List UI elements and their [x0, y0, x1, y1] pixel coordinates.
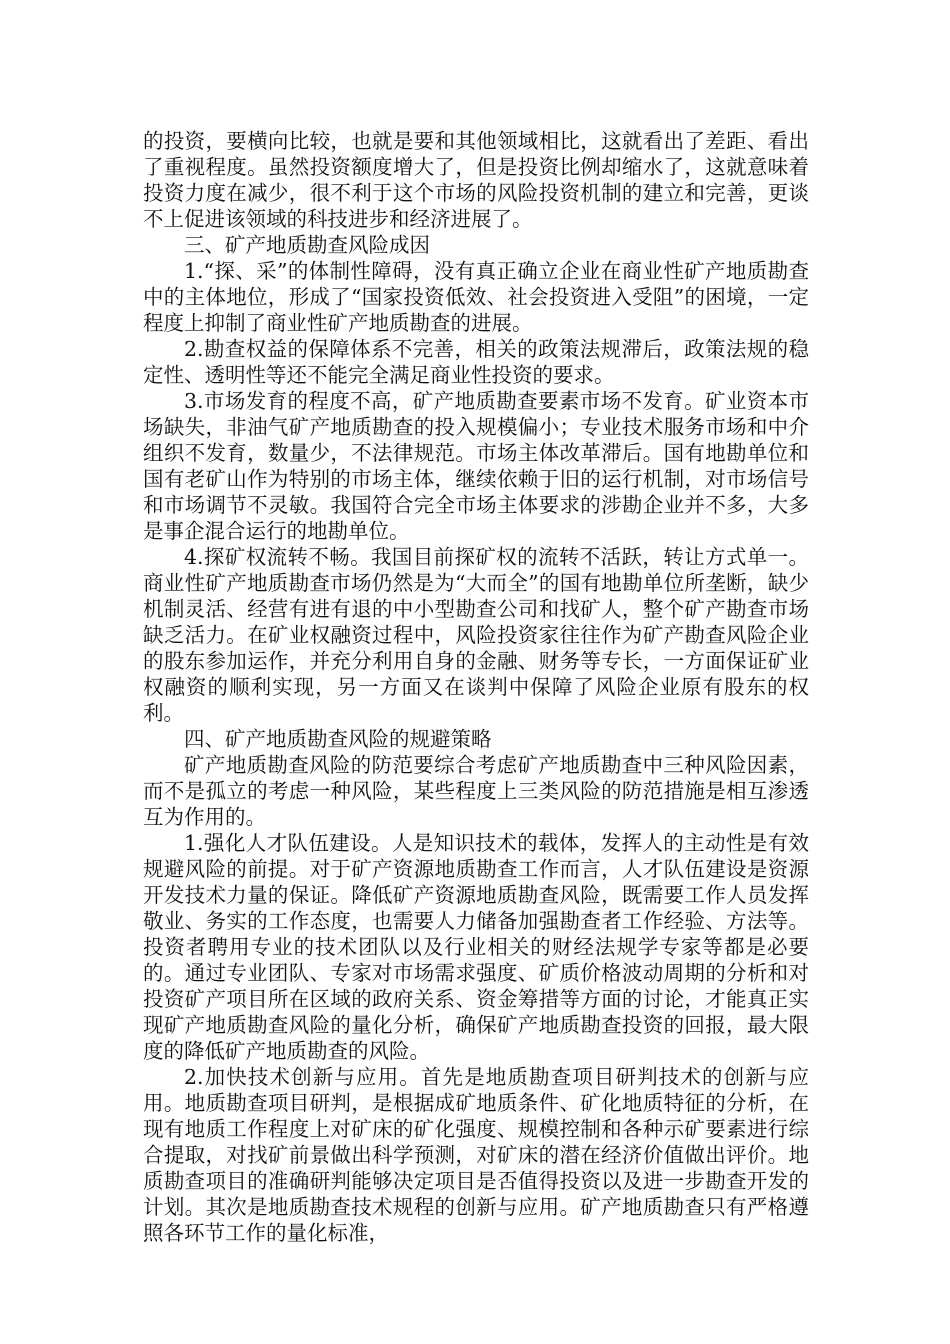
paragraph-cause-3: 3.市场发育的程度不高，矿产地质勘查要素市场不发育。矿业资本市场缺失，非油气矿产地质勘查的投入规模偏小；专业技术服务市场和中介组织不发育，数量少，不法律规范。市场主体改革滞后。国有地勘单位和国有老矿山作为特别的市场主体，继续依赖于旧的运行机制，对市场信号和市场调节不灵敏。我国符合完全市场主体要求的涉勘企业并不多，大多是事企混合运行的地勘单位。	[143, 389, 809, 543]
paragraph-strategy-intro: 矿产地质勘查风险的防范要综合考虑矿产地质勘查中三种风险因素，而不是孤立的考虑一种风险，某些程度上三类风险的防范措施是相互渗透互为作用的。	[143, 753, 809, 829]
document-body	[143, 128, 809, 1246]
paragraph-cause-2: 2.勘查权益的保障体系不完善，相关的政策法规滞后，政策法规的稳定性、透明性等还不能完全满足商业性投资的要求。	[143, 337, 809, 387]
paragraph-strategy-2: 2.加快技术创新与应用。首先是地质勘查项目研判技术的创新与应用。地质勘查项目研判，是根据成矿地质条件、矿化地质特征的分析，在现有地质工作程度上对矿床的矿化强度、规模控制和各种示矿要素进行综合提取，对找矿前景做出科学预测，对矿床的潜在经济价值做出评价。地质勘查项目的准确研判能够决定项目是否值得投资以及进一步勘查开发的计划。其次是地质勘查技术规程的创新与应用。矿产地质勘查只有严格遵照各环节工作的量化标准，	[143, 1065, 809, 1245]
section-heading-risk-causes: 三、矿产地质勘查风险成因	[184, 233, 430, 257]
paragraph-strategy-1: 1.强化人才队伍建设。人是知识技术的载体，发挥人的主动性是有效规避风险的前提。对于矿产资源地质勘查工作而言，人才队伍建设是资源开发技术力量的保证。降低矿产资源地质勘查风险，既需要工作人员发挥敬业、务实的工作态度，也需要人力储备加强勘查者工作经验、方法等。投资者聘用专业的技术团队以及行业相关的财经法规学专家等都是必要的。通过专业团队、专家对市场需求强度、矿质价格波动周期的分析和对投资矿产项目所在区域的政府关系、资金筹措等方面的讨论，才能真正实现矿产地质勘查风险的量化分析，确保矿产地质勘查投资的回报，最大限度的降低矿产地质勘查的风险。	[143, 831, 809, 1063]
section-heading-avoidance-strategy: 四、矿产地质勘查风险的规避策略	[184, 727, 492, 751]
paragraph-cause-4: 4.探矿权流转不畅。我国目前探矿权的流转不活跃，转让方式单一。商业性矿产地质勘查市场仍然是为“大而全”的国有地勘单位所垄断，缺少机制灵活、经营有进有退的中小型勘查公司和找矿人，整个矿产勘查市场缺乏活力。在矿业权融资过程中，风险投资家往往作为矿产勘查风险企业的股东参加运作，并充分利用自身的金融、财务等专长，一方面保证矿业权融资的顺利实现，另一方面又在谈判中保障了风险企业原有股东的权利。	[143, 545, 809, 725]
paragraph-cause-1: 1.“探、采”的体制性障碍，没有真正确立企业在商业性矿产地质勘查中的主体地位，形成了“国家投资低效、社会投资进入受阻”的困境，一定程度上抑制了商业性矿产地质勘查的进展。	[143, 259, 809, 335]
paragraph-continued-investment: 的投资，要横向比较，也就是要和其他领域相比，这就看出了差距、看出了重视程度。虽然投资额度增大了，但是投资比例却缩水了，这就意味着投资力度在减少，很不利于这个市场的风险投资机制的建立和完善，更谈不上促进该领域的科技进步和经济进展了。	[143, 129, 809, 231]
